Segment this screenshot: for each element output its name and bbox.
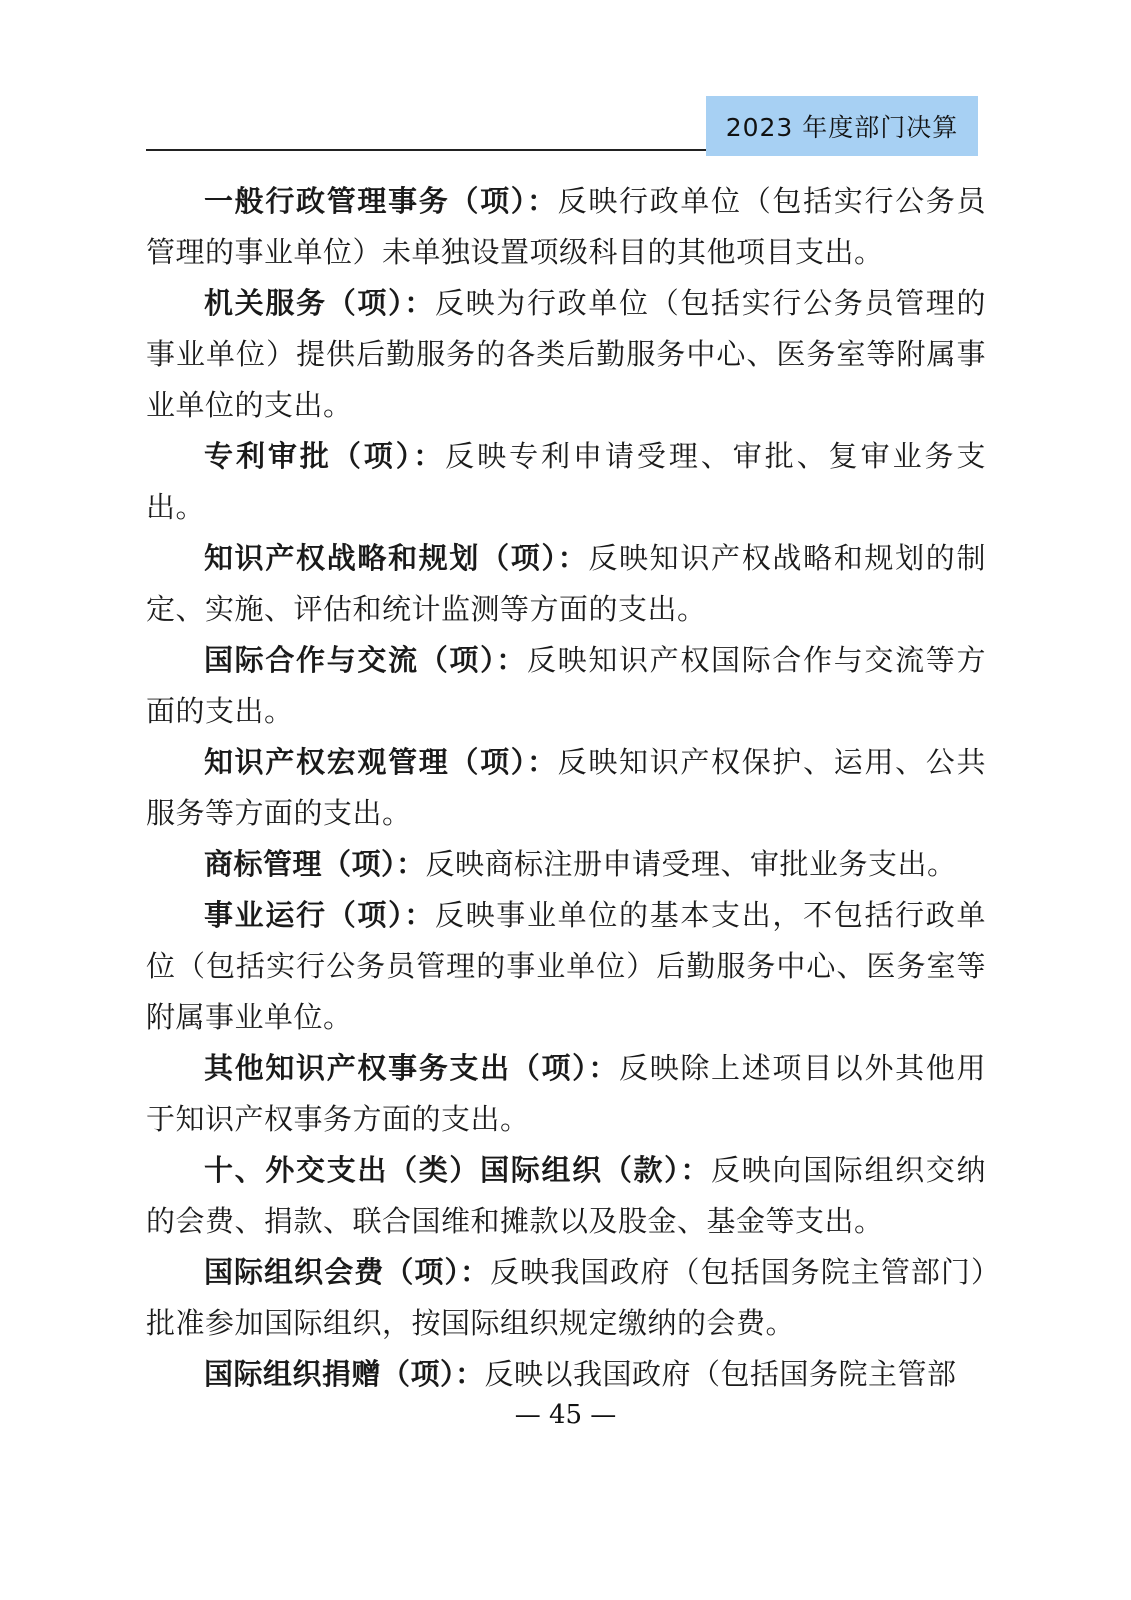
paragraph-term: 国际组织会费（项）： [204, 1255, 491, 1289]
document-body [146, 176, 986, 1400]
paragraph-ip-strategy [146, 533, 986, 635]
paragraph-patent-examination [146, 431, 986, 533]
paragraph-desc: 反映知识产权保护、运用、公共服务等方面的支出。 [146, 745, 986, 830]
paragraph-term: 十、外交支出（类）国际组织（款）： [204, 1153, 712, 1187]
paragraph-desc: 反映我国政府（包括国务院主管部门）批准参加国际组织，按国际组织规定缴纳的会费。 [146, 1255, 986, 1340]
paragraph-international-cooperation [146, 635, 986, 737]
page-number: — 45 — [514, 1400, 617, 1430]
paragraph-desc: 反映知识产权战略和规划的制定、实施、评估和统计监测等方面的支出。 [146, 541, 986, 626]
paragraph-term: 商标管理（项）： [204, 847, 426, 881]
paragraph-ip-macro-management [146, 737, 986, 839]
paragraph-institution-operation [146, 890, 986, 1043]
paragraph-desc: 反映商标注册申请受理、审批业务支出。 [425, 847, 957, 881]
paragraph-term: 知识产权战略和规划（项）： [204, 541, 589, 575]
paragraph-desc: 反映知识产权国际合作与交流等方面的支出。 [146, 643, 986, 728]
paragraph-desc: 反映除上述项目以外其他用于知识产权事务方面的支出。 [146, 1051, 986, 1136]
paragraph-term: 专利审批（项）： [204, 439, 446, 473]
paragraph-term: 其他知识产权事务支出（项）： [204, 1051, 620, 1085]
header-rule [146, 149, 706, 151]
paragraph-desc: 反映为行政单位（包括实行公务员管理的事业单位）提供后勤服务的各类后勤服务中心、医务室等附属事业单位的支出。 [146, 286, 986, 422]
paragraph-term: 一般行政管理事务（项）： [204, 184, 558, 218]
header-year-tag: 2023 年度部门决算 [706, 96, 978, 156]
paragraph-term: 机关服务（项）： [204, 286, 435, 320]
paragraph-desc: 反映以我国政府（包括国务院主管部 [484, 1357, 957, 1391]
paragraph-desc: 反映事业单位的基本支出，不包括行政单位（包括实行公务员管理的事业单位）后勤服务中心、医务室等附属事业单位。 [146, 898, 986, 1034]
paragraph-term: 知识产权宏观管理（项）： [204, 745, 558, 779]
paragraph-agency-services [146, 278, 986, 431]
paragraph-intl-org-fees [146, 1247, 986, 1349]
paragraph-general-admin [146, 176, 986, 278]
paragraph-desc: 反映向国际组织交纳的会费、捐款、联合国维和摊款以及股金、基金等支出。 [146, 1153, 986, 1238]
paragraph-term: 国际组织捐赠（项）： [204, 1357, 485, 1391]
paragraph-term: 国际合作与交流（项）： [204, 643, 527, 677]
paragraph-trademark-management [146, 839, 986, 890]
paragraph-desc: 反映专利申请受理、审批、复审业务支出。 [146, 439, 986, 524]
paragraph-other-ip-affairs [146, 1043, 986, 1145]
paragraph-intl-org-donations [146, 1349, 986, 1400]
paragraph-term: 事业运行（项）： [204, 898, 435, 932]
paragraph-foreign-affairs-intl-orgs [146, 1145, 986, 1247]
paragraph-desc: 反映行政单位（包括实行公务员管理的事业单位）未单独设置项级科目的其他项目支出。 [146, 184, 986, 269]
